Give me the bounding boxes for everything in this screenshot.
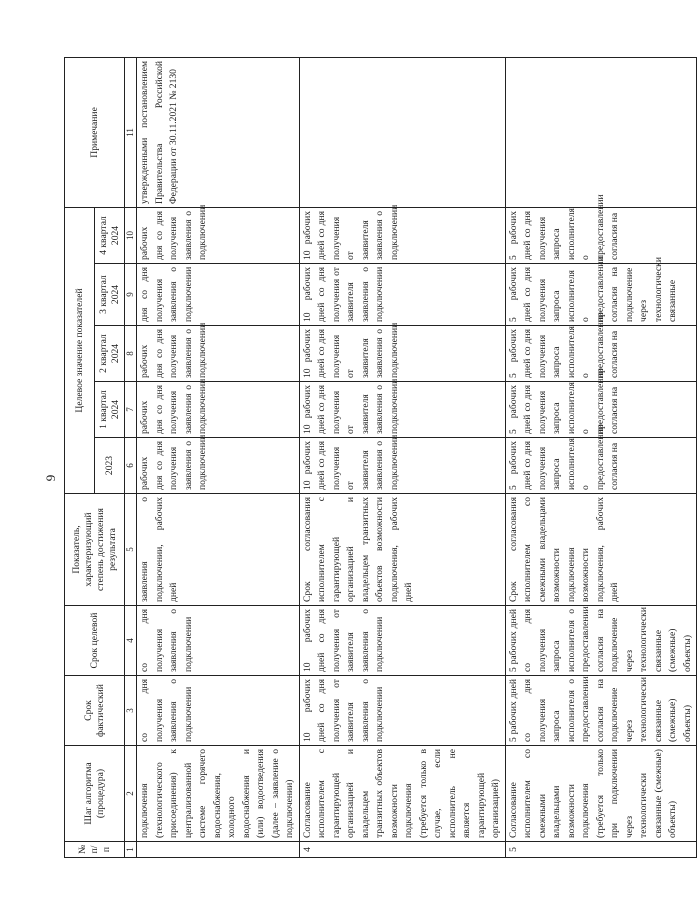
column-number: 7 xyxy=(125,382,137,438)
column-number: 4 xyxy=(125,606,137,676)
column-number-row xyxy=(125,57,137,857)
value-q1-cell: рабочих дня со дня получения заявления о подключении xyxy=(137,382,300,438)
value-q3-cell: дня со дня получения заявления о подключении xyxy=(137,264,300,326)
value-q2-cell: рабочих дня со дня получения заявления о подключении xyxy=(137,326,300,382)
value-2023-cell: 10 рабочих дней со дня получения от заявителя заявления о подключении xyxy=(299,438,505,494)
actual-term-cell: со дня получения заявления о подключении xyxy=(137,676,300,746)
column-number: 9 xyxy=(125,264,137,326)
row-number: 4 xyxy=(299,842,505,858)
page-number: 9 xyxy=(43,474,58,482)
value-q2-cell: 5 рабочих дней со дня получения запроса исполнителя о предоставлении согласия на xyxy=(505,326,697,382)
header-q1: 1 квартал 2024 xyxy=(95,382,125,438)
column-number: 11 xyxy=(125,57,137,207)
header-q2: 2 квартал 2024 xyxy=(95,326,125,382)
header-q3: 3 квартал 2024 xyxy=(95,264,125,326)
header-step: Шаг алгоритма (процедура) xyxy=(65,746,125,842)
header-q4: 4 квартал 2024 xyxy=(95,207,125,263)
rotated-table-container xyxy=(64,58,693,858)
value-q1-cell: 5 рабочих дней со дня получения запроса исполнителя о предоставлении согласия на xyxy=(505,382,697,438)
value-2023-cell: 5 рабочих дней со дня получения запроса исполнителя о предоставлении согласия на xyxy=(505,438,697,494)
header-actual-term: Срок фактический xyxy=(65,676,125,746)
actual-term-cell: 5 рабочих дней со дня получения запроса исполнителя о предоставлении согласия на подключение через технологически связанные (смежные) объекты) xyxy=(505,676,697,746)
value-q1-cell: 10 рабочих дней со дня получения от заявителя заявления о подключении xyxy=(299,382,505,438)
target-term-cell: 5 рабочих дней со дня получения запроса исполнителя о предоставлении согласия на подключение через технологически связанные (смежные) объекты) xyxy=(505,606,697,676)
actual-term-cell: 10 рабочих дней со дня получения от заявителя заявления о подключении xyxy=(299,676,505,746)
header-no: № п/ п xyxy=(65,842,125,858)
table-row xyxy=(137,57,300,857)
column-number: 6 xyxy=(125,438,137,494)
column-number: 3 xyxy=(125,676,137,746)
table-row xyxy=(299,57,505,857)
value-q4-cell: рабочих дня со дня получения заявления о подключении xyxy=(137,207,300,263)
note-cell: утвержденными постановлением Правительства Российской Федерации от 30.11.2021 № 2130 xyxy=(137,57,300,207)
note-cell xyxy=(299,57,505,207)
column-number: 10 xyxy=(125,207,137,263)
column-number: 8 xyxy=(125,326,137,382)
step-cell: подключения (технологического присоединения) к централизованной системе горячего водоснабжения, холодного водоснабжения и (или) водоотведения (далее – заявление о подключении) xyxy=(137,746,300,842)
table-row xyxy=(505,57,697,857)
row-number: 5 xyxy=(505,842,697,858)
header-target-values: Целевое значение показателей xyxy=(65,207,95,493)
indicator-cell: заявления о подключении, рабочих дней xyxy=(137,494,300,606)
header-indicator: Показатель, характеризующий степень достижения результата xyxy=(65,494,125,606)
note-cell xyxy=(505,57,697,207)
value-q4-cell: 10 рабочих дней со дня получения от заявителя заявления о подключении xyxy=(299,207,505,263)
header-row xyxy=(65,57,95,857)
column-number: 2 xyxy=(125,746,137,842)
value-q3-cell: 10 рабочих дней со дня получения от заявителя заявления о подключении xyxy=(299,264,505,326)
header-target-term: Срок целевой xyxy=(65,606,125,676)
target-term-cell: со дня получения заявления о подключении xyxy=(137,606,300,676)
target-values-table xyxy=(64,57,697,858)
step-cell: Согласование исполнителем со смежными владельцами возможности подключения (требуется только при подключении через технологически связанные (смежные) объекты) xyxy=(505,746,697,842)
row-number xyxy=(137,842,300,858)
step-cell: Согласование исполнителем с гарантирующей организацией и владельцем транзитных объектов возможности подключения (требуется только в случае, если исполнитель не является гарантирующей организацией) xyxy=(299,746,505,842)
column-number: 1 xyxy=(125,842,137,858)
header-2023: 2023 xyxy=(95,438,125,494)
indicator-cell: Срок согласования исполнителем со смежными владельцами возможности подключения возможности подключения, рабочих дней xyxy=(505,494,697,606)
indicator-cell: Срок согласования исполнителем с гарантирующей организацией и владельцем транзитных объектов возможности подключения, рабочих дней xyxy=(299,494,505,606)
target-term-cell: 10 рабочих дней со дня получения от заявителя заявления о подключении xyxy=(299,606,505,676)
value-2023-cell: рабочих дня со дня получения заявления о подключении xyxy=(137,438,300,494)
column-number: 5 xyxy=(125,494,137,606)
value-q4-cell: 5 рабочих дней со дня получения запроса исполнителя о предоставлении согласия на xyxy=(505,207,697,263)
header-note: Примечание xyxy=(65,57,125,207)
value-q3-cell: 5 рабочих дней со дня получения запроса исполнителя о предоставлении согласия на подключение через технологически связанные xyxy=(505,264,697,326)
value-q2-cell: 10 рабочих дней со дня получения от заявителя заявления о подключении xyxy=(299,326,505,382)
